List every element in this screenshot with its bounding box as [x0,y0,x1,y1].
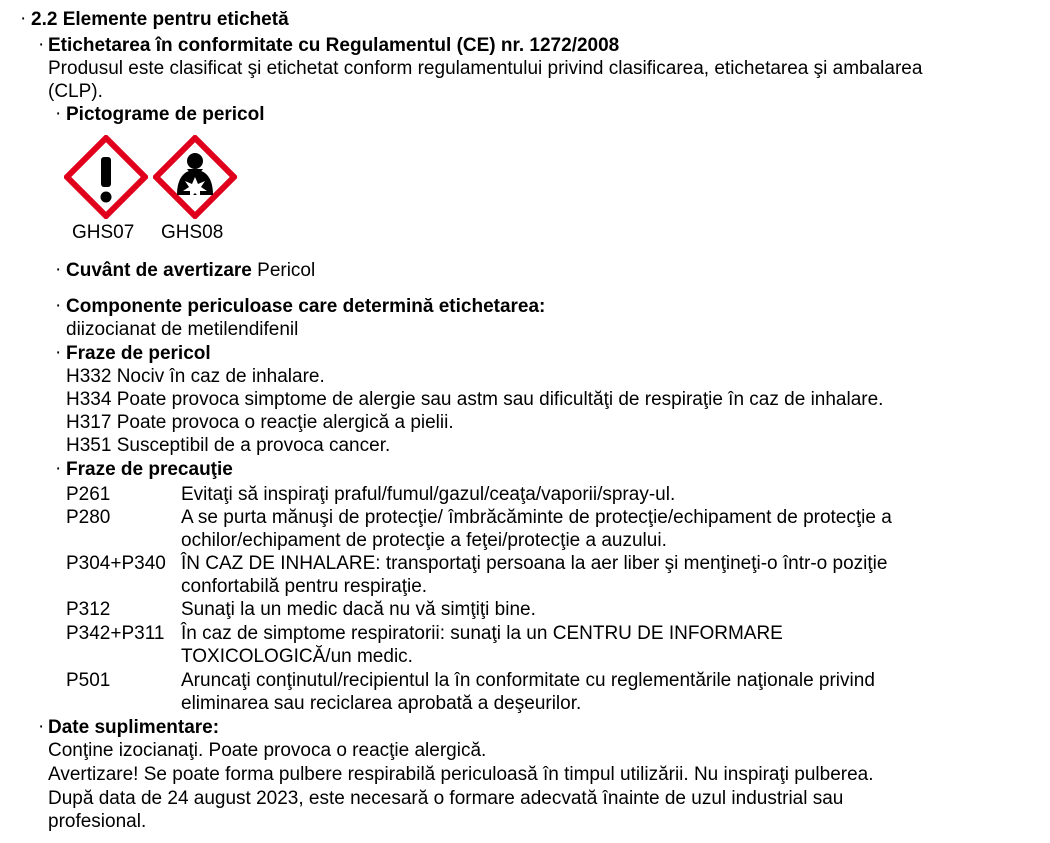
supplementary-line: profesional. [48,811,147,832]
exclamation-mark-icon [64,135,148,219]
section-heading: 2.2 Elemente pentru etichetă [31,9,289,30]
components-value: diizocianat de metilendifenil [66,319,299,340]
clp-text-line-1: Produsul este clasificat şi etichetat conform regulamentului privind clasificarea, etichetarea şi ambalarea [48,58,923,79]
precaution-code: P261 [66,484,111,505]
bullet-dot: · [38,716,45,737]
precaution-text: În caz de simptome respiratorii: sunaţi la un CENTRU DE INFORMARE [181,623,783,644]
pictogram-code: GHS08 [161,222,224,243]
pictogram-code: GHS07 [72,222,135,243]
precaution-text: TOXICOLOGICĂ/un medic. [181,646,413,667]
precaution-code: P501 [66,670,111,691]
components-title: Componente periculoase care determină etichetarea: [66,296,546,317]
precaution-text: ÎN CAZ DE INHALARE: transportaţi persoana la aer liber şi menţineţi-o într-o poziţie [181,553,888,574]
precaution-text: Evitaţi să inspiraţi praful/fumul/gazul/ceaţa/vaporii/spray-ul. [181,484,676,505]
precaution-text: A se purta mănuşi de protecţie/ îmbrăcăminte de protecţie/echipament de protecţie a [181,507,892,528]
signal-word-label: Cuvânt de avertizare [66,260,252,281]
health-hazard-icon [153,135,237,219]
precaution-code: P312 [66,599,111,620]
bullet-dot: · [55,295,62,316]
bullet-dot: · [38,34,45,55]
hazard-statement: H332 Nociv în caz de inhalare. [66,366,325,387]
bullet-dot: · [55,458,62,479]
clp-text-line-2: (CLP). [48,81,103,102]
hazard-statement: H317 Poate provoca o reacţie alergică a pielii. [66,412,454,433]
hazard-statement: H334 Poate provoca simptome de alergie sau astm sau dificultăţi de respiraţie în caz de inhalare. [66,389,884,410]
supplementary-title: Date suplimentare: [48,717,220,738]
bullet-dot: · [55,259,62,280]
pictograms-title: Pictograme de pericol [66,104,265,125]
bullet-dot: · [55,342,62,363]
bullet-dot: · [20,8,27,29]
bullet-dot: · [55,103,62,124]
precaution-text: ochilor/echipament de protecţie a feţei/protecţie a auzului. [181,530,667,551]
supplementary-line: După data de 24 august 2023, este necesară o formare adecvată înainte de uzul industrial sau [48,788,844,809]
supplementary-line: Conţine izocianaţi. Poate provoca o reacţie alergică. [48,740,487,761]
hazard-statement: H351 Susceptibil de a provoca cancer. [66,435,391,456]
precaution-text: Aruncaţi conţinutul/recipientul la în conformitate cu reglementările naţionale privind [181,670,875,691]
signal-word-row [66,259,315,282]
hazard-title: Fraze de pericol [66,343,211,364]
precaution-text: eliminarea sau reciclarea aprobată a deşeurilor. [181,693,582,714]
clp-title: Etichetarea în conformitate cu Regulamentul (CE) nr. 1272/2008 [48,35,620,56]
precaution-code: P342+P311 [66,623,165,644]
supplementary-line: Avertizare! Se poate forma pulbere respirabilă periculoasă în timpul utilizării. Nu inspiraţi pulberea. [48,764,874,785]
precaution-code: P280 [66,507,111,528]
signal-word-value: Pericol [257,260,316,281]
precaution-code: P304+P340 [66,553,166,574]
precaution-text: Sunaţi la un medic dacă nu vă simţiţi bine. [181,599,536,620]
precaution-title: Fraze de precauţie [66,459,233,480]
precaution-text: confortabilă pentru respiraţie. [181,576,428,597]
